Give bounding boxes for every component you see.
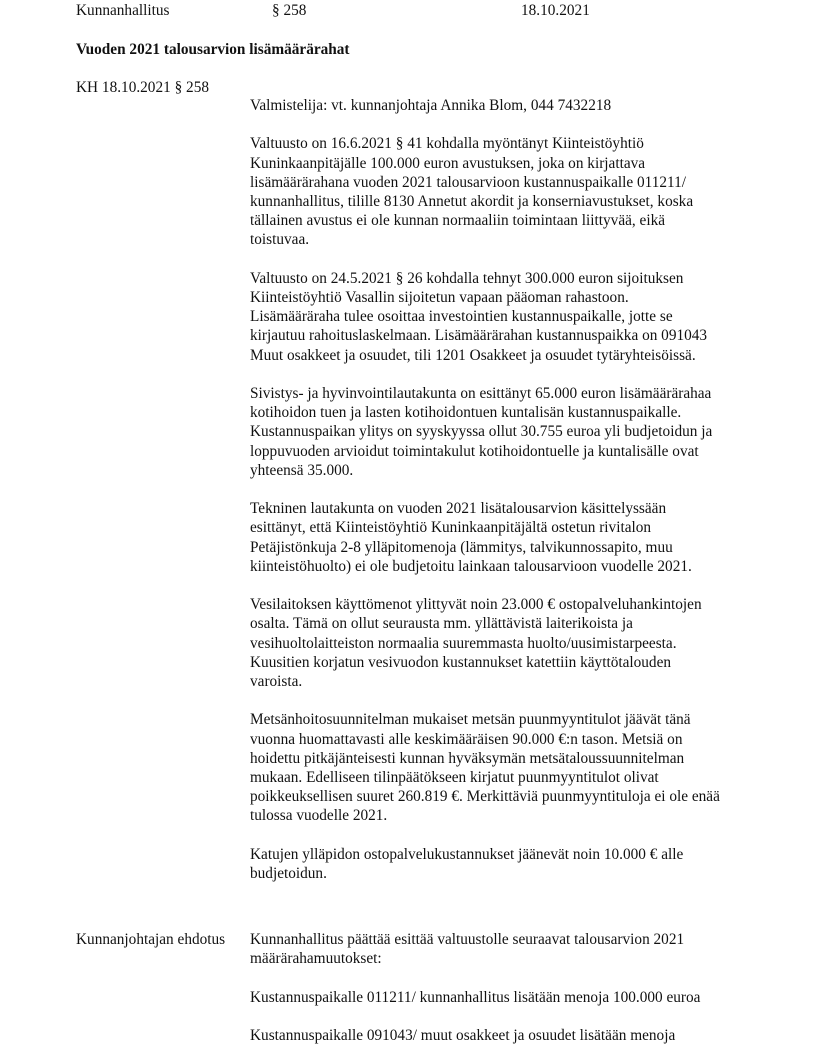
text-line: Valtuusto on 16.6.2021 § 41 kohdalla myöntänyt Kiinteistöyhtiö [250, 135, 644, 153]
text-line: Kuninkaanpitäjälle 100.000 euron avustuksen, joka on kirjattava [250, 154, 646, 172]
text-line: Petäjistönkuja 2-8 ylläpitomenoja (lämmitys, talvikunnossapito, muu [250, 538, 673, 556]
text-line: Valtuusto on 24.5.2021 § 26 kohdalla tehnyt 300.000 euron sijoituksen [250, 269, 684, 287]
text-line: Kustannuspaikan ylitys on syyskyyssa ollut 30.755 euroa yli budjetoidun ja [250, 423, 713, 441]
text-line: loppuvuoden arvioidut toimintakulut kotihoidontuelle ja kuntalisälle ovat [250, 442, 699, 460]
paragraph [250, 988, 760, 1007]
text-line: Kustannuspaikalle 011211/ kunnanhallitus lisätään menoja 100.000 euroa [250, 988, 701, 1006]
text-line: varoista. [250, 673, 303, 691]
paragraph [250, 930, 760, 968]
text-line: kiinteistöhuolto) ei ole budjetoitu lainkaan talousarvioon vuodelle 2021. [250, 557, 692, 575]
proposal-paragraph-list [250, 930, 760, 1045]
header-section: § 258 [272, 2, 307, 19]
preparer-line: Valmistelija: vt. kunnanjohtaja Annika Blom, 044 7432218 [250, 97, 612, 114]
text-line: tällainen avustus ei ole kunnan normaaliin toimintaan liittyvää, eikä [250, 212, 666, 230]
paragraph [250, 710, 760, 825]
paragraph [250, 134, 760, 249]
text-line: Katujen ylläpidon ostopalvelukustannukset jäänevät noin 10.000 € alle [250, 845, 684, 863]
text-line: toistuvaa. [250, 231, 310, 249]
text-line: Kustannuspaikalle 091043/ muut osakkeet ja osuudet lisätään menoja [250, 1026, 676, 1044]
text-line: Lisämääräraha tulee osoittaa investointien kustannuspaikalle, jotte se [250, 308, 673, 326]
text-line: kirjautuu rahoituslaskelmaan. Lisämäärärahan kustannuspaikka on 091043 [250, 327, 708, 345]
text-line: määrärahamuutokset: [250, 950, 382, 968]
text-line: kunnanhallitus, tilille 8130 Annetut akordit ja konserniavustukset, koska [250, 193, 694, 210]
text-line: Sivistys- ja hyvinvointilautakunta on esittänyt 65.000 euron lisämäärärahaa [250, 385, 712, 402]
text-line: Vesilaitoksen käyttömenot ylittyvät noin 23.000 € ostopalveluhankintojen [250, 596, 702, 614]
proposal-label: Kunnanjohtajan ehdotus [76, 931, 226, 948]
paragraph [250, 269, 760, 365]
text-line: Kuusitien korjatun vesivuodon kustannukset katettiin käyttötalouden [250, 653, 672, 671]
text-line: yhteensä 35.000. [250, 461, 354, 479]
text-line: Kunnanhallitus päättää esittää valtuustolle seuraavat talousarvion 2021 [250, 931, 685, 948]
text-line: Tekninen lautakunta on vuoden 2021 lisätalousarvion käsittelyssään [250, 500, 667, 518]
paragraph [250, 499, 760, 576]
text-line: budjetoidun. [250, 865, 327, 883]
paragraph [250, 595, 760, 691]
meeting-reference: KH 18.10.2021 § 258 [76, 79, 209, 96]
paragraph-list [250, 134, 760, 883]
header-body: Kunnanhallitus [76, 2, 170, 19]
text-line: Muut osakkeet ja osuudet, tili 1201 Osakkeet ja osuudet tytäryhteisöissä. [250, 346, 696, 364]
text-line: vesihuoltolaitteiston normaalia suuremmasta huolto/uusimistarpeesta. [250, 634, 677, 652]
paragraph [250, 845, 760, 883]
text-line: poikkeuksellisen suuret 260.819 €. Merkittäviä puunmyyntituloja ei ole enää [250, 788, 720, 806]
text-line: lisämäärärahana vuoden 2021 talousarvioon kustannuspaikalle 011211/ [250, 173, 686, 191]
text-line: esittänyt, että Kiinteistöyhtiö Kuninkaanpitäjältä ostetun rivitalon [250, 519, 652, 537]
body-column [250, 96, 760, 902]
text-line: Kiinteistöyhtiö Vasallin sijoitetun vapaan pääoman rahastoon. [250, 289, 629, 306]
text-line: kotihoidon tuen ja lasten kotihoidontuen kuntalisän kustannuspaikalle. [250, 404, 682, 422]
text-line: vuonna huomattavasti alle keskimääräisen 90.000 €:n tason. Metsiä on [250, 730, 683, 748]
text-line: tulossa vuodelle 2021. [250, 807, 388, 825]
text-line: Metsänhoitosuunnitelman mukaiset metsän puunmyyntitulot jäävät tänä [250, 711, 691, 729]
header-date: 18.10.2021 [521, 2, 590, 19]
paragraph [250, 1026, 760, 1045]
text-line: osalta. Tämä on ollut seurausta mm. yllättävistä laiterikoista ja [250, 615, 633, 633]
text-line: mukaan. Edelliseen tilinpäätökseen kirjatut puunmyyntitulot olivat [250, 769, 659, 787]
paragraph [250, 384, 760, 480]
document-title: Vuoden 2021 talousarvion lisämäärärahat [76, 41, 350, 58]
text-line: hoidettu pitkäjänteisesti kunnan hyväksymän metsätaloussuunnitelman [250, 749, 685, 767]
proposal-column [250, 930, 760, 1064]
